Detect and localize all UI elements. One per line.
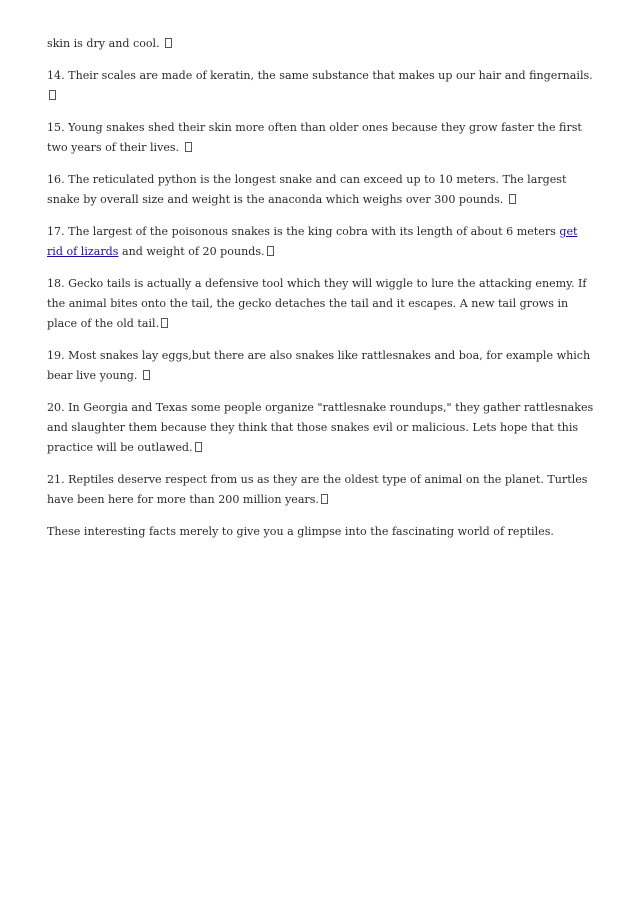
paragraph-fact-21: 21. Reptiles deserve respect from us as they are the oldest type of animal on the planet. Turtles have been here for more than 200 million years. bbox=[47, 473, 588, 506]
missing-glyph-icon bbox=[195, 442, 202, 452]
missing-glyph-icon bbox=[49, 90, 56, 100]
paragraph-fact-17: 17. The largest of the poisonous snakes is the king cobra with its length of about 6 meters get rid of lizards and weight of 20 pounds. bbox=[47, 225, 578, 258]
missing-glyph-icon bbox=[321, 494, 328, 504]
missing-glyph-icon bbox=[509, 194, 516, 204]
get-rid-of-lizards-link[interactable]: get rid of lizards bbox=[47, 225, 578, 258]
paragraph-intro-continuation: skin is dry and cool. bbox=[47, 34, 595, 54]
paragraph-fact-18: 18. Gecko tails is actually a defensive tool which they will wiggle to lure the attacking enemy. If the animal bites onto the tail, the gecko detaches the tail and it escapes. A new tail grows in place of the old tail. bbox=[47, 277, 587, 330]
paragraph-fact-14: 14. Their scales are made of keratin, the same substance that makes up our hair and fingernails. bbox=[47, 66, 595, 106]
missing-glyph-icon bbox=[143, 370, 150, 380]
missing-glyph-icon bbox=[161, 318, 168, 328]
paragraph-fact-19: 19. Most snakes lay eggs,but there are also snakes like rattlesnakes and boa, for example which bear live young. bbox=[47, 349, 591, 382]
missing-glyph-icon bbox=[185, 142, 192, 152]
paragraph-closing: These interesting facts merely to give you a glimpse into the fascinating world of reptiles. bbox=[47, 525, 554, 538]
missing-glyph-icon bbox=[267, 246, 274, 256]
paragraph-fact-20: 20. In Georgia and Texas some people organize "rattlesnake roundups," they gather rattlesnakes and slaughter them because they think that those snakes evil or malicious. Lets hope that this practice will be outlawed. bbox=[47, 401, 594, 454]
document-page bbox=[47, 34, 595, 554]
missing-glyph-icon bbox=[165, 38, 172, 48]
paragraph-fact-16: 16. The reticulated python is the longest snake and can exceed up to 10 meters. The largest snake by overall size and weight is the anaconda which weighs over 300 pounds. bbox=[47, 173, 567, 206]
paragraph-fact-15: 15. Young snakes shed their skin more often than older ones because they grow faster the first two years of their lives. bbox=[47, 121, 582, 154]
